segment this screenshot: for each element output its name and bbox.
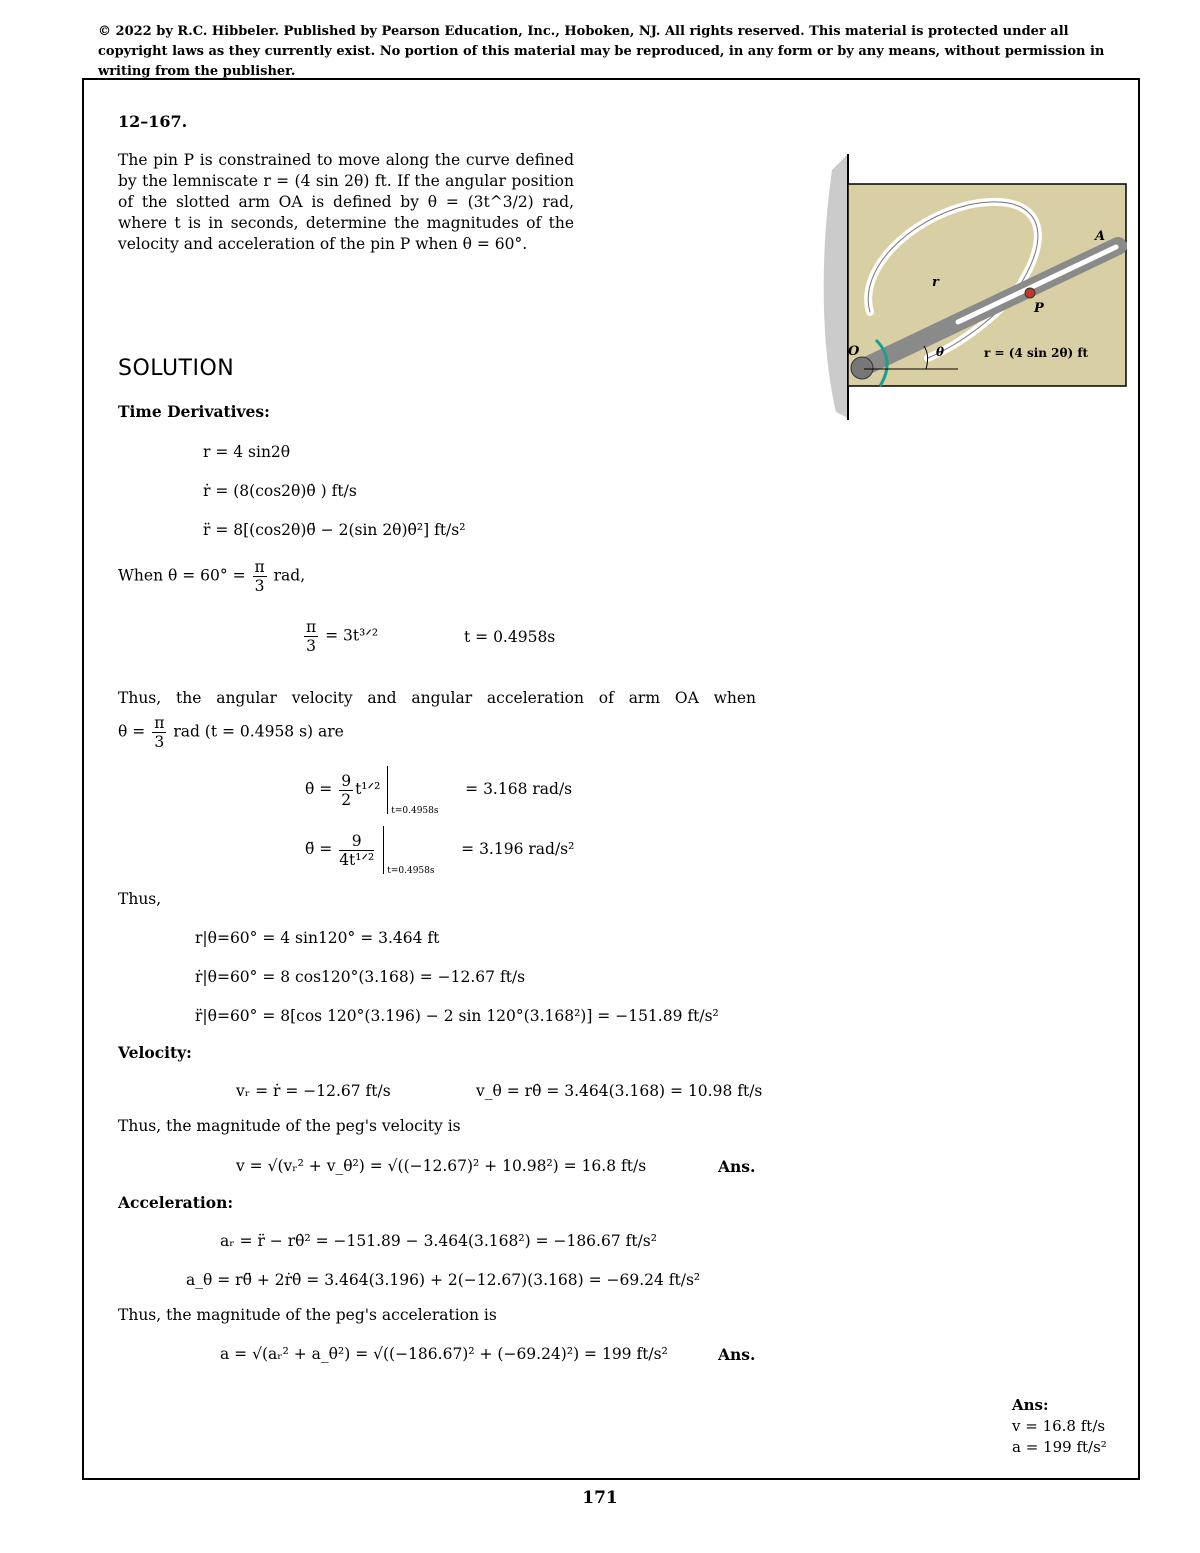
thetadot-sub: t=0.4958s [391, 806, 439, 816]
thetaddot-eval-bar [383, 826, 456, 874]
answer-box-title: Ans: [1012, 1396, 1049, 1414]
curve-label: r = (4 sin 2θ) ft [984, 346, 1089, 360]
v-r: vᵣ = ṙ = −12.67 ft/s [236, 1082, 391, 1100]
thetadot-t: t¹ᐟ² [355, 780, 381, 798]
thetadot-lhs: θ̇ = [305, 780, 333, 798]
thetaddot-sub: t=0.4958s [387, 866, 435, 876]
label-r: r [932, 275, 939, 290]
pi-over-3-equation [302, 618, 378, 655]
thus-angular-den: 3 [154, 733, 165, 751]
thetadot-den: 2 [341, 790, 352, 809]
eq-r: r = 4 sin2θ [203, 443, 291, 461]
wall-hatch [824, 154, 848, 418]
label-a: A [1095, 229, 1106, 244]
eq-rdot: ṙ = (8(cos2θ)θ̇ ) ft/s [203, 482, 357, 500]
pin-p [1025, 288, 1035, 298]
a-r: aᵣ = r̈ − rθ̇² = −151.89 − 3.464(3.168²) = −186.67 ft/s² [220, 1232, 657, 1250]
answer-box [1012, 1395, 1107, 1458]
label-o: O [848, 344, 860, 359]
rddot-eval: r̈|θ=60° = 8[cos 120°(3.196) − 2 sin 120°(3.168²)] = −151.89 ft/s² [195, 1007, 719, 1025]
when-theta-line [118, 558, 305, 595]
thus-angular-fraction [152, 714, 166, 751]
thus-angular-suffix: rad (t = 0.4958 s) are [173, 722, 344, 741]
a-magnitude: a = √(aᵣ² + a_θ²) = √((−186.67)² + (−69.24)²) = 199 ft/s² [220, 1345, 668, 1363]
ans-label-velocity: Ans. [718, 1157, 756, 1176]
thetaddot-equation [305, 826, 574, 874]
velocity-heading: Velocity: [118, 1043, 192, 1062]
thus-angular-line2 [118, 714, 344, 751]
r-eval: r|θ=60° = 4 sin120° = 3.464 ft [195, 929, 440, 947]
thetaddot-den: 4t¹ᐟ² [339, 850, 375, 869]
velocity-mag-text: Thus, the magnitude of the peg's velocity is [118, 1117, 461, 1135]
page-number: 171 [582, 1488, 618, 1508]
thetaddot-num: 9 [339, 832, 374, 851]
pi3-rhs: = 3t³ᐟ² [325, 626, 379, 645]
problem-figure [818, 150, 1130, 422]
thetadot-fraction [339, 772, 353, 809]
acceleration-mag-text: Thus, the magnitude of the peg's acceleration is [118, 1306, 497, 1324]
t-value: t = 0.4958s [464, 628, 556, 646]
thetaddot-rhs: = 3.196 rad/s² [461, 840, 575, 858]
v-theta: v_θ = rθ̇ = 3.464(3.168) = 10.98 ft/s [476, 1082, 763, 1100]
answer-box-v: v = 16.8 ft/s [1012, 1417, 1106, 1435]
pi3-fraction [304, 618, 318, 655]
v-magnitude: v = √(vᵣ² + v_θ²) = √((−12.67)² + 10.98²) = 16.8 ft/s [236, 1157, 647, 1175]
rdot-eval: ṙ|θ=60° = 8 cos120°(3.168) = −12.67 ft/s [195, 968, 526, 986]
problem-statement: The pin P is constrained to move along the curve defined by the lemniscate r = (4 sin 2θ) ft. If the angular position of the slotted arm OA is defined by θ = (3t^3/2) rad, where t is in seconds, determine the magnitudes of the velocity and acceleration of the pin P when θ = 60°. [118, 151, 574, 253]
thetadot-eval-bar [387, 766, 460, 814]
label-theta: θ [936, 345, 945, 359]
label-p: P [1034, 301, 1044, 316]
eq-rddot: r̈ = 8[(cos2θ)θ̈ − 2(sin 2θ)θ̇²] ft/s² [203, 521, 466, 539]
when-prefix: When θ = 60° = [118, 566, 246, 585]
thetaddot-lhs: θ̈ = [305, 840, 333, 858]
problem-number: 12–167. [118, 112, 188, 131]
copyright-notice: © 2022 by R.C. Hibbeler. Published by Pearson Education, Inc., Hoboken, NJ. All rights reserved. This material is protected under all copyright laws as they currently exist. No portion of this material may be reproduced, in any form or by any means, without permission in writing from the publisher. [98, 24, 1105, 79]
when-den: 3 [254, 577, 265, 595]
thus-angular-num: π [154, 714, 165, 732]
a-theta: a_θ = rθ̈ + 2ṙθ̇ = 3.464(3.196) + 2(−12.67)(3.168) = −69.24 ft/s² [186, 1271, 701, 1289]
acceleration-heading: Acceleration: [118, 1193, 234, 1212]
thetadot-rhs: = 3.168 rad/s [465, 780, 573, 798]
thus-angular-prefix: θ = [118, 722, 146, 741]
when-num: π [254, 558, 265, 576]
time-derivatives-heading: Time Derivatives: [118, 402, 270, 421]
thetadot-equation [305, 766, 572, 814]
solution-heading: SOLUTION [118, 356, 235, 381]
thetaddot-fraction [339, 832, 374, 869]
thetadot-num: 9 [341, 771, 352, 790]
thus-angular-line1: Thus, the angular velocity and angular acceleration of arm OA when [118, 689, 756, 707]
pi3-den: 3 [306, 637, 317, 655]
pi3-num: π [306, 618, 317, 636]
ans-label-acceleration: Ans. [718, 1345, 756, 1364]
answer-box-a: a = 199 ft/s² [1012, 1438, 1107, 1456]
thus-label: Thus, [118, 890, 162, 908]
when-suffix: rad, [273, 566, 306, 585]
when-fraction [253, 558, 267, 595]
